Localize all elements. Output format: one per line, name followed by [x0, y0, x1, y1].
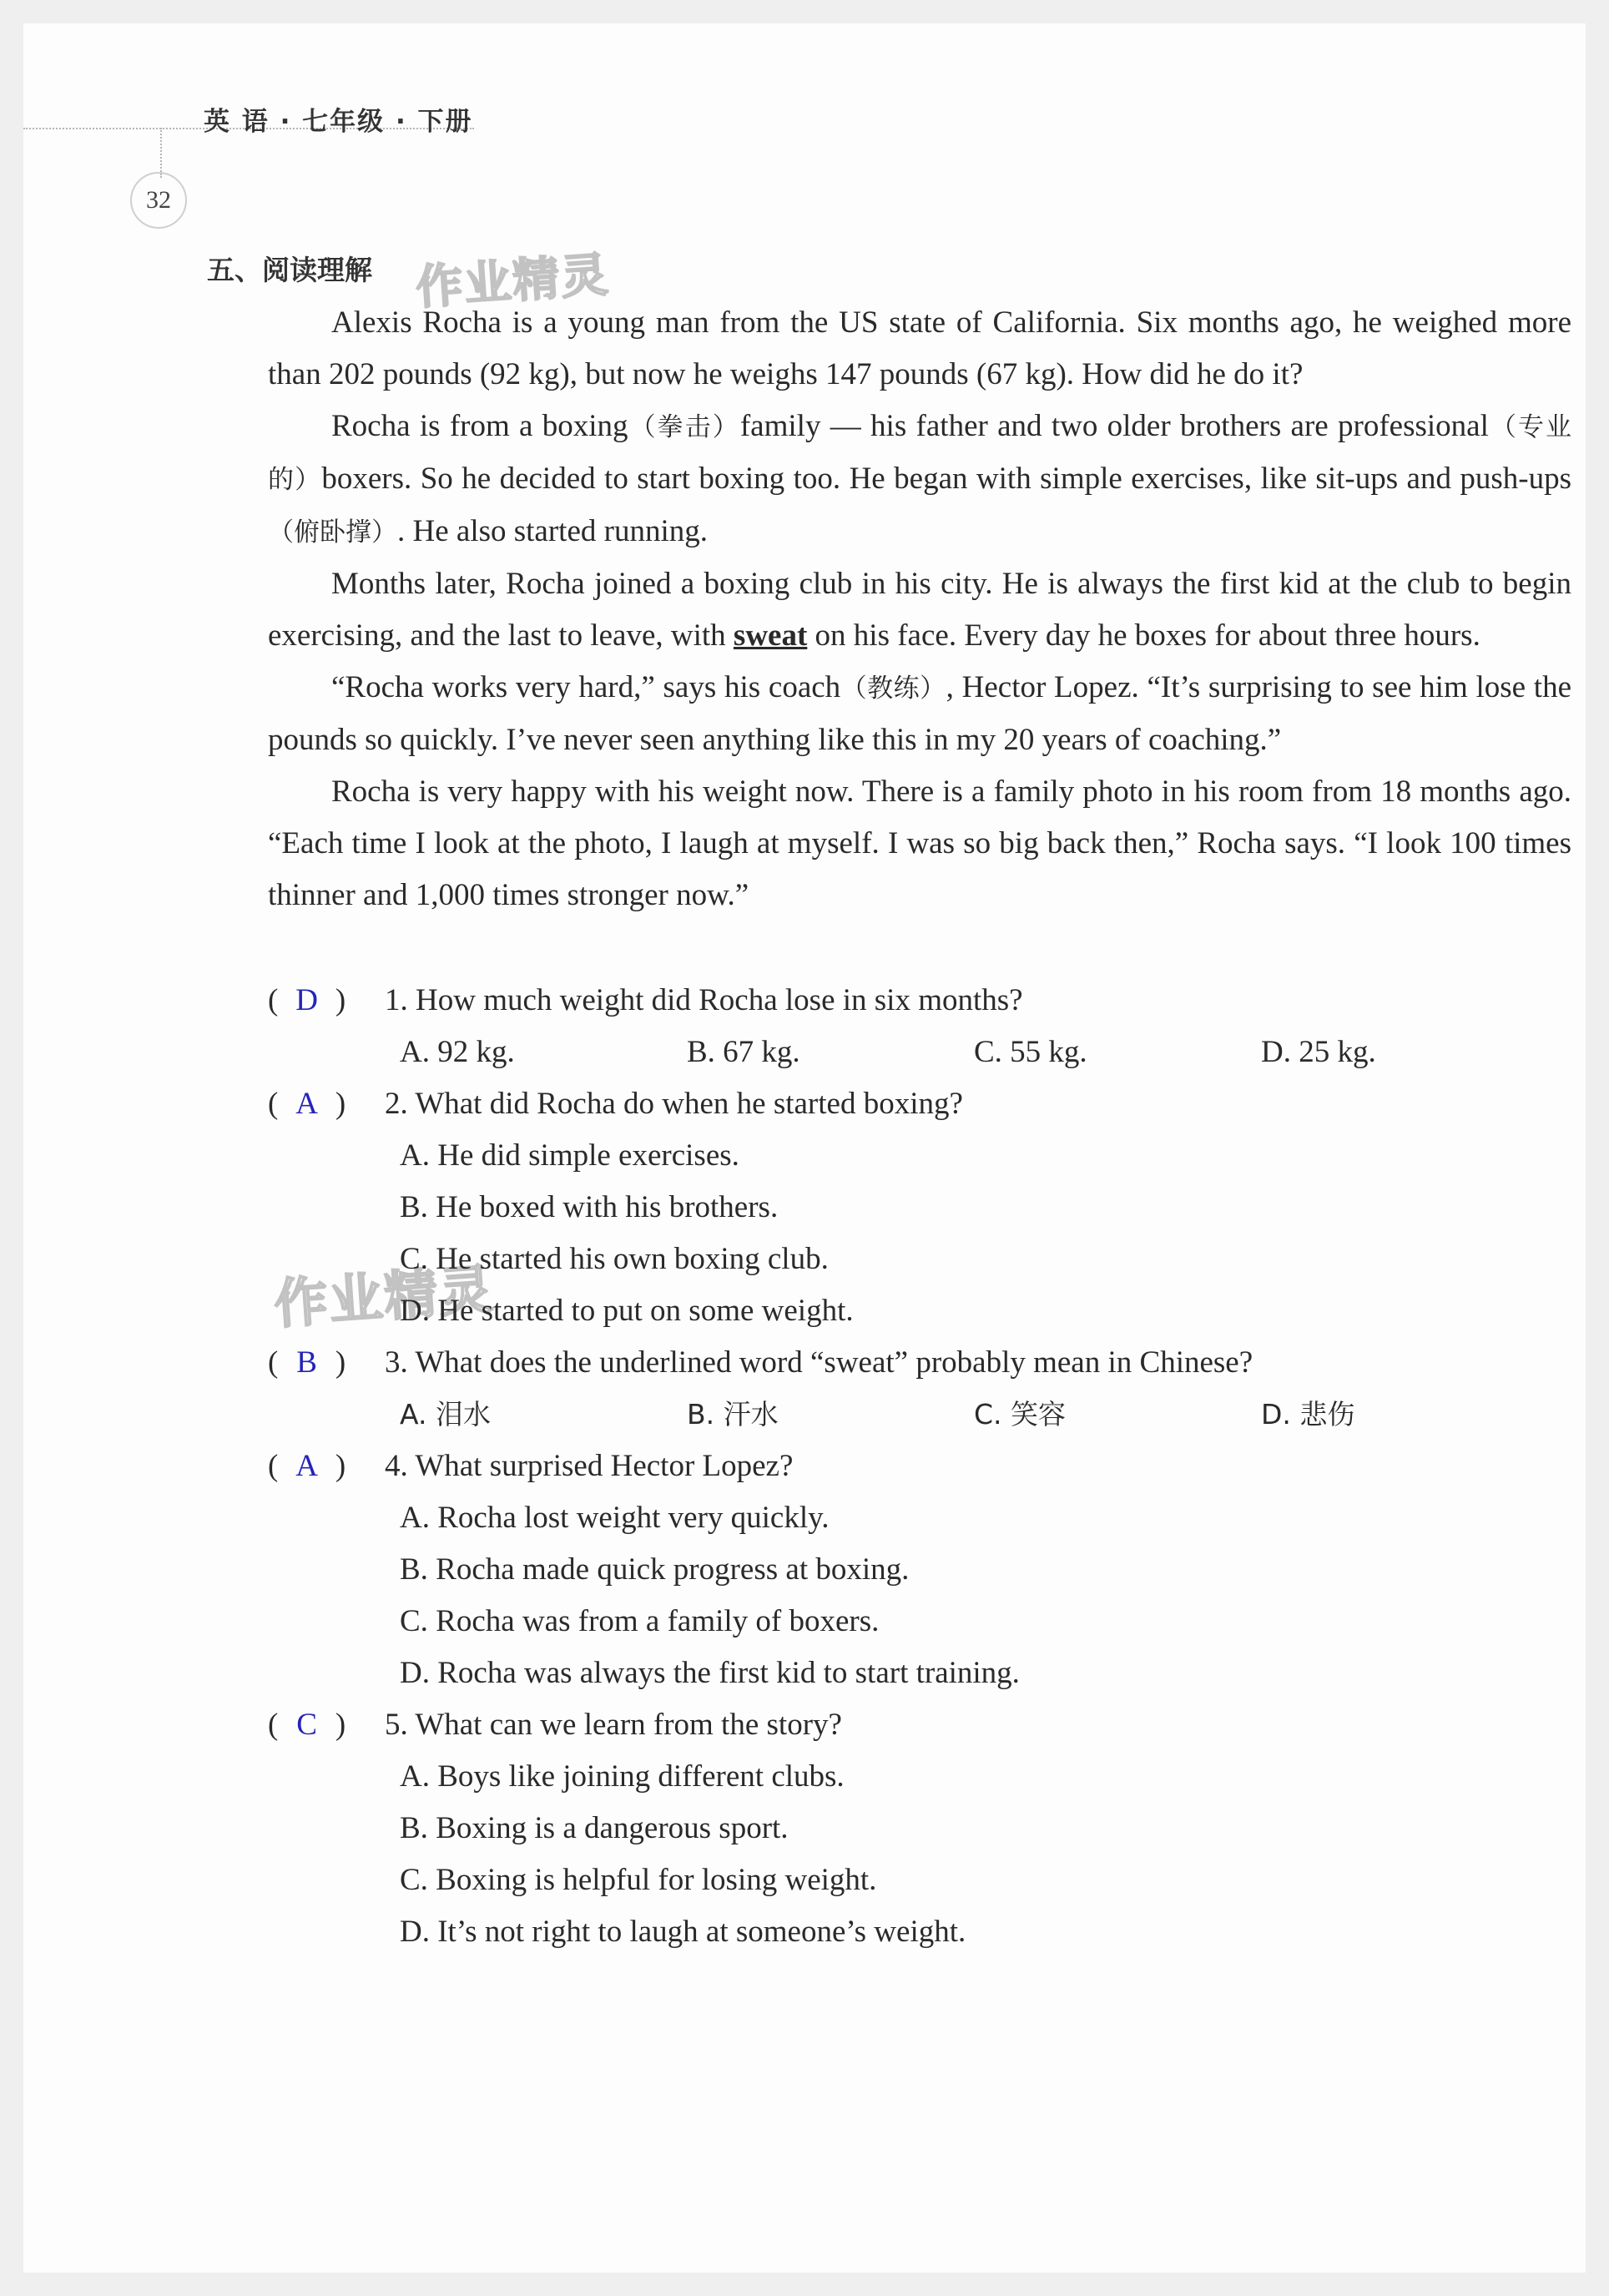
option: B. He boxed with his brothers.	[400, 1190, 779, 1224]
passage-paragraph: Rocha is very happy with his weight now. There is a family photo in his room from 18 months ago. “Each time I look at the photo, I laugh at myself. I was so big back then,” Rocha says. “I look 100 times thinner and 1,000 times stronger now.”	[268, 775, 1571, 912]
option: B. Rocha made quick progress at boxing.	[400, 1552, 910, 1587]
chinese-gloss: （专业的）	[268, 412, 1572, 495]
question-item	[268, 1078, 1571, 1130]
answer-bracket: ( A )	[268, 1078, 385, 1130]
underlined-word: sweat	[733, 618, 808, 653]
option: D. Rocha was always the first kid to start training.	[400, 1656, 1020, 1690]
option: D. 25 kg.	[1261, 1035, 1376, 1069]
passage-text: Months later, Rocha joined a boxing club in his city. He is always the first kid at the club to begin exercising, and the last to leave, with	[268, 567, 1571, 653]
passage-paragraph	[268, 558, 1571, 662]
option: C. 笑容	[974, 1398, 1067, 1431]
question-item	[268, 975, 1571, 1027]
header-vertical-divider	[160, 128, 162, 178]
question-item	[268, 1699, 1571, 1751]
option: B. 67 kg.	[687, 1035, 800, 1069]
option: B. Boxing is a dangerous sport.	[400, 1811, 789, 1845]
answer-bracket: ( D )	[268, 975, 385, 1027]
option: B. 汗水	[687, 1398, 779, 1431]
passage-text: , Hector Lopez. “It’s surprising to see him lose the pounds so quickly. I’ve never seen anything like this in my 20 years of coaching.”	[268, 670, 1572, 757]
passage-text: on his face. Every day he boxes for about three hours.	[815, 618, 1480, 653]
chinese-gloss: （教练）	[840, 674, 946, 704]
answer-letter: B	[296, 1345, 317, 1380]
page-number: 32	[130, 172, 187, 229]
passage-text: family — his father and two older brothers are professional	[739, 409, 1489, 443]
option: A. Rocha lost weight very quickly.	[400, 1501, 830, 1535]
chinese-gloss: （拳击）	[628, 412, 740, 442]
passage-text: boxers. So he decided to start boxing too. He began with simple exercises, like sit-ups and push-ups	[321, 462, 1572, 496]
passage-paragraph: Alexis Rocha is a young man from the US state of California. Six months ago, he weighed more than 202 pounds (92 kg), but now he weighs 147 pounds (67 kg). How did he do it?	[268, 305, 1571, 391]
question-text: 4. What surprised Hector Lopez?	[385, 1449, 794, 1483]
passage-paragraph	[268, 401, 1571, 558]
option: D. He started to put on some weight.	[400, 1294, 854, 1328]
option: C. He started his own boxing club.	[400, 1242, 829, 1276]
header-title: 英 语 · 七年级 · 下册	[204, 107, 473, 137]
answer-bracket: ( A )	[268, 1441, 385, 1492]
question-item	[268, 1441, 1571, 1492]
reading-passage	[268, 297, 1571, 921]
option-row	[268, 1027, 1571, 1078]
question-item	[268, 1337, 1571, 1389]
option: A. He did simple exercises.	[400, 1138, 739, 1173]
question-text: 1. How much weight did Rocha lose in six months?	[385, 983, 1023, 1017]
answer-bracket: ( B )	[268, 1337, 385, 1389]
option: C. Boxing is helpful for losing weight.	[400, 1863, 877, 1897]
section-title: 五、阅读理解	[207, 254, 372, 286]
chinese-gloss: （俯卧撑）	[268, 517, 397, 548]
answer-letter: C	[296, 1708, 317, 1742]
watermark-logo: 作业精灵	[272, 1259, 497, 1337]
option: C. Rocha was from a family of boxers.	[400, 1604, 880, 1638]
passage-paragraph	[268, 662, 1571, 766]
answer-bracket: ( C )	[268, 1699, 385, 1751]
watermark-logo: 作业精灵	[414, 247, 612, 316]
option: A. 92 kg.	[400, 1035, 515, 1069]
option: D. 悲伤	[1261, 1398, 1355, 1431]
passage-text: Rocha is from a boxing	[331, 409, 628, 443]
option: A. 泪水	[400, 1398, 491, 1431]
question-text: 3. What does the underlined word “sweat” probably mean in Chinese?	[385, 1345, 1253, 1380]
answer-letter: A	[295, 1449, 318, 1483]
question-text: 5. What can we learn from the story?	[385, 1708, 842, 1742]
answer-letter: A	[295, 1087, 318, 1121]
question-list	[268, 975, 1571, 1958]
question-text: 2. What did Rocha do when he started boxing?	[385, 1087, 963, 1121]
passage-text: . He also started running.	[397, 514, 708, 548]
option: A. Boys like joining different clubs.	[400, 1759, 845, 1794]
option: D. It’s not right to laugh at someone’s weight.	[400, 1915, 966, 1949]
option-row	[268, 1389, 1571, 1441]
option: C. 55 kg.	[974, 1035, 1087, 1069]
passage-text: “Rocha works very hard,” says his coach	[331, 670, 841, 704]
worksheet-page	[23, 23, 1586, 2273]
answer-letter: D	[295, 983, 318, 1017]
